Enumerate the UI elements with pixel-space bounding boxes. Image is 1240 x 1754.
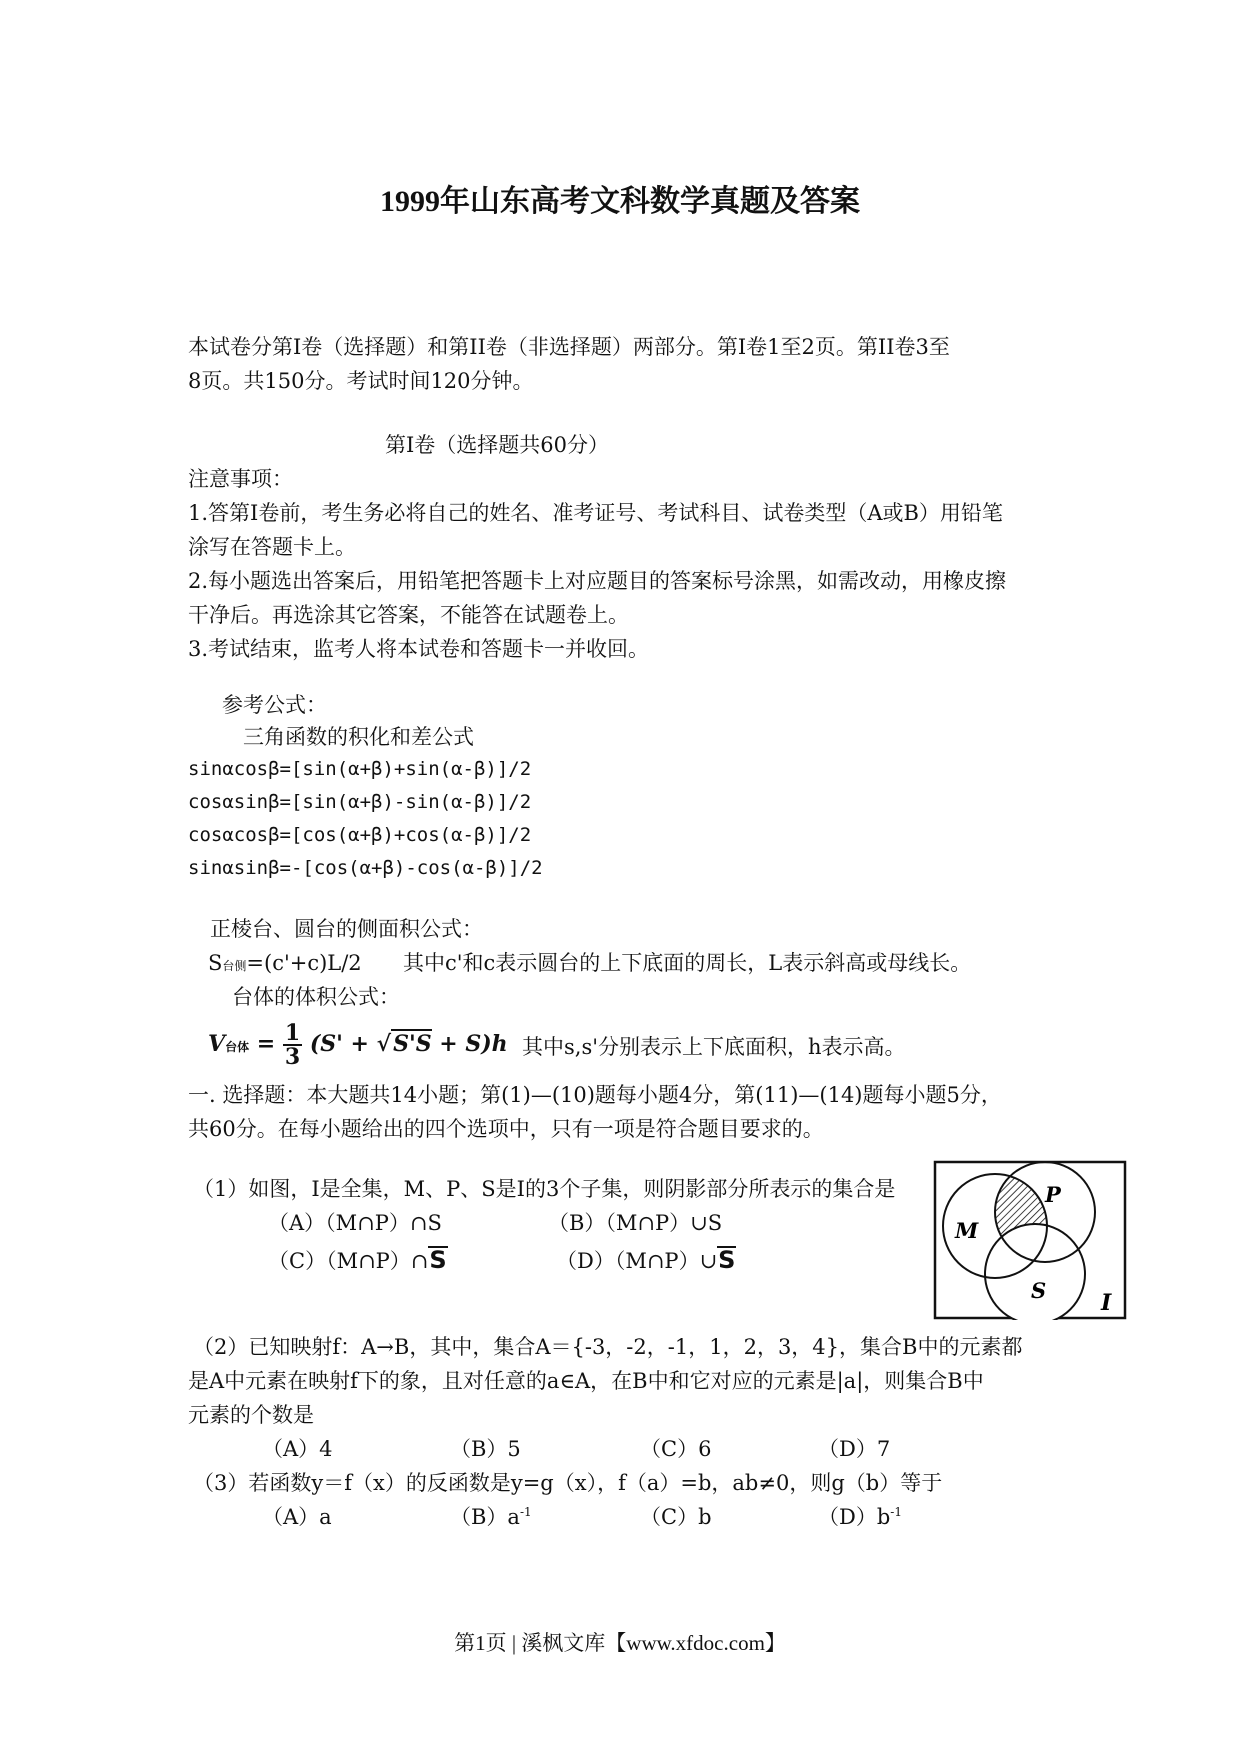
q1-option-d xyxy=(556,1244,736,1278)
label-m: M xyxy=(955,1218,979,1243)
part1-line-1: 一. 选择题：本大题共14小题；第(1)—(10)题每小题4分，第(11)—(14)题每小题5分， xyxy=(188,1083,1002,1107)
volume-open: (S' + xyxy=(309,1031,377,1057)
q3-option-a: （A）a xyxy=(262,1505,332,1529)
q2-option-c: （C）6 xyxy=(640,1437,712,1461)
note-3: 3.考试结束，监考人将本试卷和答题卡一并收回。 xyxy=(188,637,650,661)
q2-option-b: （B）5 xyxy=(450,1437,521,1461)
q1-option-b: （B）（M∩P）∪S xyxy=(548,1211,723,1235)
note-1b: 涂写在答题卡上。 xyxy=(188,535,356,559)
q3-option-c: （C）b xyxy=(640,1505,712,1529)
trig-formula-1: sinαcosβ=[sin(α+β)+sin(α-β)]/2 xyxy=(188,758,532,780)
label-s: S xyxy=(1031,1278,1047,1303)
lateral-expr: =(c'+c)L/2 xyxy=(246,951,362,975)
venn-diagram xyxy=(933,1160,1127,1320)
volume-close: + S)h xyxy=(431,1031,508,1057)
trig-formula-2: cosαsinβ=[sin(α+β)-sin(α-β)]/2 xyxy=(188,791,532,813)
volume-v: V xyxy=(208,1031,226,1057)
q3-option-b-base: （B）a xyxy=(450,1505,520,1529)
label-p: P xyxy=(1045,1182,1061,1207)
sqrt-sign: √ xyxy=(376,1031,392,1057)
lateral-heading: 正棱台、圆台的侧面积公式： xyxy=(210,917,483,941)
intro-line-1: 本试卷分第Ⅰ卷（选择题）和第II卷（非选择题）两部分。第Ⅰ卷1至2页。第II卷3至 xyxy=(188,335,950,359)
lateral-s: S xyxy=(208,951,223,975)
volume-heading: 台体的体积公式： xyxy=(232,985,400,1009)
section-title: 第Ⅰ卷（选择题共60分） xyxy=(385,433,610,457)
notes-heading: 注意事项： xyxy=(188,467,293,491)
q3-option-d-base: （D）b xyxy=(818,1505,891,1529)
q1-stem: （1）如图，I是全集，M、P、S是I的3个子集，则阴影部分所表示的集合是 xyxy=(193,1177,896,1201)
document-title: 1999年山东高考文科数学真题及答案 xyxy=(380,185,860,218)
q1-option-c-complement: S xyxy=(429,1246,447,1274)
q3-stem: （3）若函数y＝f（x）的反函数是y=g（x），f（a）=b，ab≠0，则g（b）等于 xyxy=(193,1471,943,1495)
q1-option-a: （A）（M∩P）∩S xyxy=(268,1211,442,1235)
q1-option-c-text: （C）（M∩P）∩ xyxy=(268,1249,429,1273)
q2-line-3: 元素的个数是 xyxy=(188,1403,314,1427)
volume-numerator: 1 xyxy=(284,1020,301,1046)
page-footer: 第1页 | 溪枫文库【www.xfdoc.com】 xyxy=(454,1631,786,1655)
q3-option-d xyxy=(818,1500,902,1534)
note-1a: 1.答第Ⅰ卷前，考生务必将自己的姓名、准考证号、考试科目、试卷类型（A或B）用铅笔 xyxy=(188,501,1003,525)
trig-heading: 三角函数的积化和差公式 xyxy=(243,725,474,749)
volume-denominator: 3 xyxy=(284,1044,301,1070)
label-i: I xyxy=(1101,1290,1112,1316)
q1-option-d-text: （D）（M∩P）∪ xyxy=(556,1249,718,1273)
q1-option-c xyxy=(268,1244,448,1278)
volume-sqrt: S'S xyxy=(393,1031,432,1057)
note-2b: 干净后。再选涂其它答案，不能答在试题卷上。 xyxy=(188,603,629,627)
volume-fraction xyxy=(283,1022,302,1068)
q3-option-b-exp: -1 xyxy=(519,1505,532,1519)
lateral-subscript: 台侧 xyxy=(222,959,247,973)
q2-line-1: （2）已知映射f：A→B，其中，集合A＝{-3，-2，-1，1，2，3，4}，集合B中的元素都 xyxy=(193,1335,1023,1359)
formula-heading: 参考公式： xyxy=(222,693,327,717)
q1-option-d-complement: S xyxy=(718,1246,736,1274)
q2-line-2: 是A中元素在映射f下的象，且对任意的a∈A，在B中和它对应的元素是|a|，则集合B中 xyxy=(188,1369,984,1393)
trig-formula-3: cosαcosβ=[cos(α+β)+cos(α-β)]/2 xyxy=(188,824,532,846)
q3-option-d-exp: -1 xyxy=(890,1505,902,1519)
volume-formula xyxy=(208,1022,508,1068)
intro-line-2: 8页。共150分。考试时间120分钟。 xyxy=(188,369,534,393)
volume-eq: = xyxy=(249,1031,283,1057)
lateral-description: 其中c'和c表示圆台的上下底面的周长，L表示斜高或母线长。 xyxy=(403,951,972,975)
volume-description: 其中s,s'分别表示上下底面积，h表示高。 xyxy=(522,1035,906,1059)
part1-line-2: 共60分。在每小题给出的四个选项中，只有一项是符合题目要求的。 xyxy=(188,1117,824,1141)
trig-formula-4: sinαsinβ=-[cos(α+β)-cos(α-β)]/2 xyxy=(188,857,543,879)
q2-option-a: （A）4 xyxy=(262,1437,333,1461)
volume-subscript: 台体 xyxy=(225,1040,250,1054)
q3-option-b xyxy=(450,1500,532,1534)
lateral-formula xyxy=(208,946,362,983)
q2-option-d: （D）7 xyxy=(818,1437,891,1461)
note-2a: 2.每小题选出答案后，用铅笔把答题卡上对应题目的答案标号涂黑，如需改动，用橡皮擦 xyxy=(188,569,1007,593)
